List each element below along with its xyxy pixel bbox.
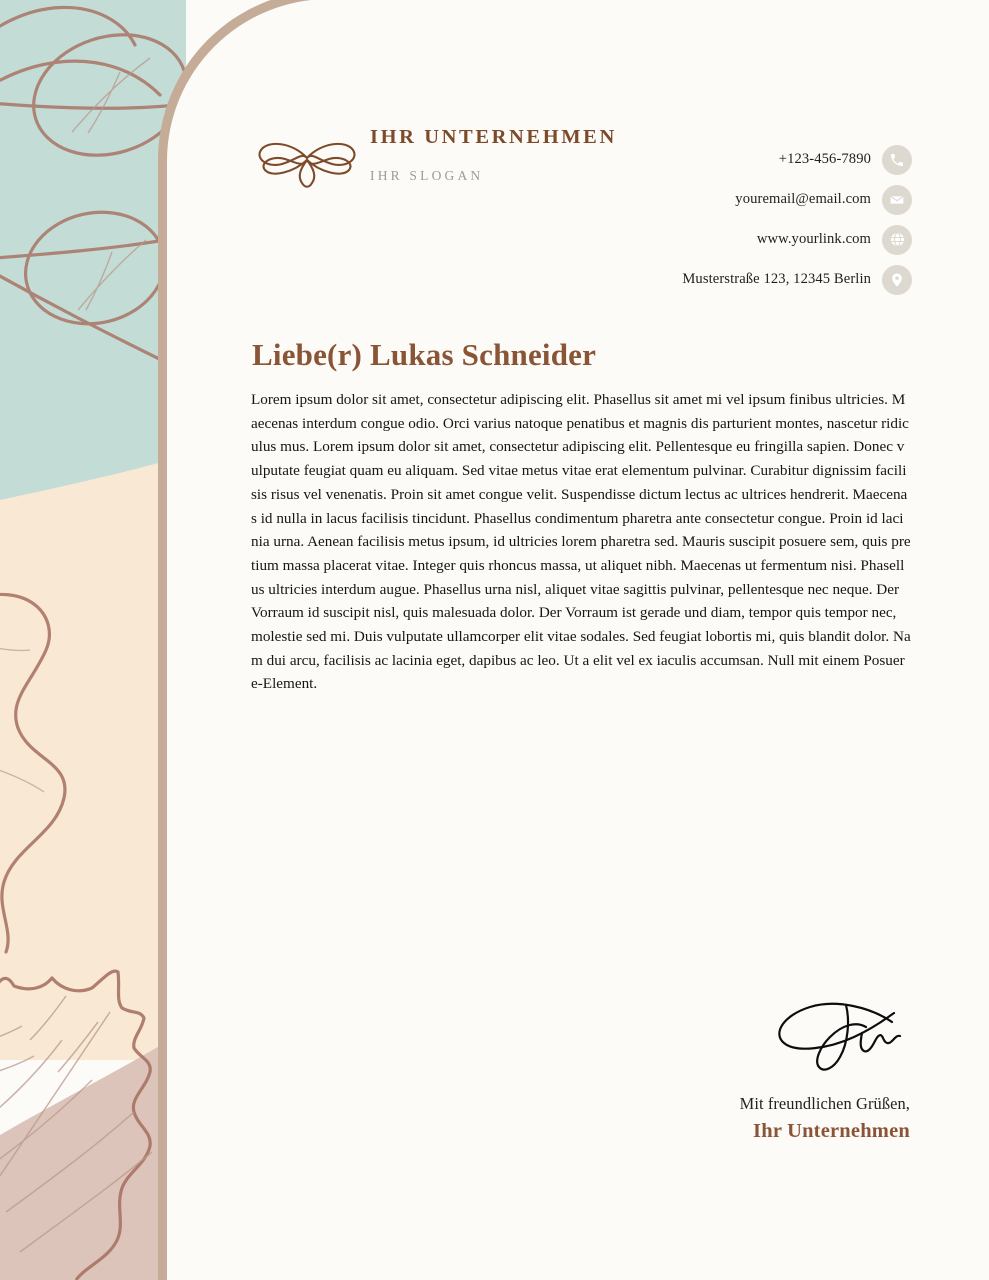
letterhead-header [252, 122, 912, 292]
location-pin-icon [882, 265, 912, 295]
globe-icon [882, 225, 912, 255]
company-name: IHR UNTERNEHMEN [370, 126, 617, 148]
signature-block [670, 995, 910, 1143]
handwritten-signature-icon [758, 995, 908, 1080]
contact-list [572, 140, 912, 300]
contact-row-email[interactable] [572, 180, 912, 219]
contact-row-website[interactable] [572, 220, 912, 259]
salutation: Liebe(r) Lukas Schneider [252, 337, 597, 372]
contact-row-address[interactable] [572, 260, 912, 299]
phone-icon [882, 145, 912, 175]
company-slogan: IHR SLOGAN [370, 168, 484, 183]
letter-body: Lorem ipsum dolor sit amet, consectetur adipiscing elit. Phasellus sit amet mi vel ipsum finibus ultricies. Maecenas interdum congue odio. Orci varius natoque penatibus et magnis dis parturient montes, nascetur ridiculus mus. Lorem ipsum dolor sit amet, consectetur adipiscing elit. Pellentesque eu fringilla sapien. Donec vulputate feugiat quam eu aliquam. Sed vitae metus vitae erat elementum pulvinar. Curabitur dignissim facilisis risus vel venenatis. Proin sit amet congue velit. Suspendisse dictum lectus ac ultrices hendrerit. Maecenas id nulla in lacus facilisis tincidunt. Phasellus condimentum pharetra ante consectetur congue. Proin id lacinia urna. Aenean facilisis metus ipsum, id ultricies lorem pharetra sed. Mauris suscipit posuere sem, quis pretium massa placerat vitae. Integer quis rhoncus massa, ut aliquet nibh. Maecenas ut fermentum nisi. Phasellus ultricies interdum augue. Phasellus urna nisl, aliquet vitae sagittis pulvinar, pellentesque nec neque. Der Vorraum id suscipit nisl, quis malesuada dolor. Der Vorraum ist gerade und diam, tempor quis tempor nec, molestie sed mi. Duis vulputate ullamcorper elit vitae sodales. Sed feugiat lobortis mi, quis blandit dolor. Nam dui arcu, facilisis ac lacinia eget, dapibus ac leo. Ut a elit vel ex iaculis accumsan. Null mit einem Posuere-Element. [251, 391, 911, 693]
website-text: www.yourlink.com [756, 231, 871, 247]
calligraphic-flourish-ornament-icon [252, 128, 362, 194]
address-text: Musterstraße 123, 12345 Berlin [682, 271, 871, 287]
closing-text: Mit freundlichen Grüßen, [739, 1094, 910, 1113]
phone-text: +123-456-7890 [778, 151, 871, 167]
signoff-company-name: Ihr Unternehmen [753, 1120, 910, 1142]
email-text: youremail@email.com [735, 191, 871, 207]
envelope-icon [882, 185, 912, 215]
contact-row-phone[interactable] [572, 140, 912, 179]
